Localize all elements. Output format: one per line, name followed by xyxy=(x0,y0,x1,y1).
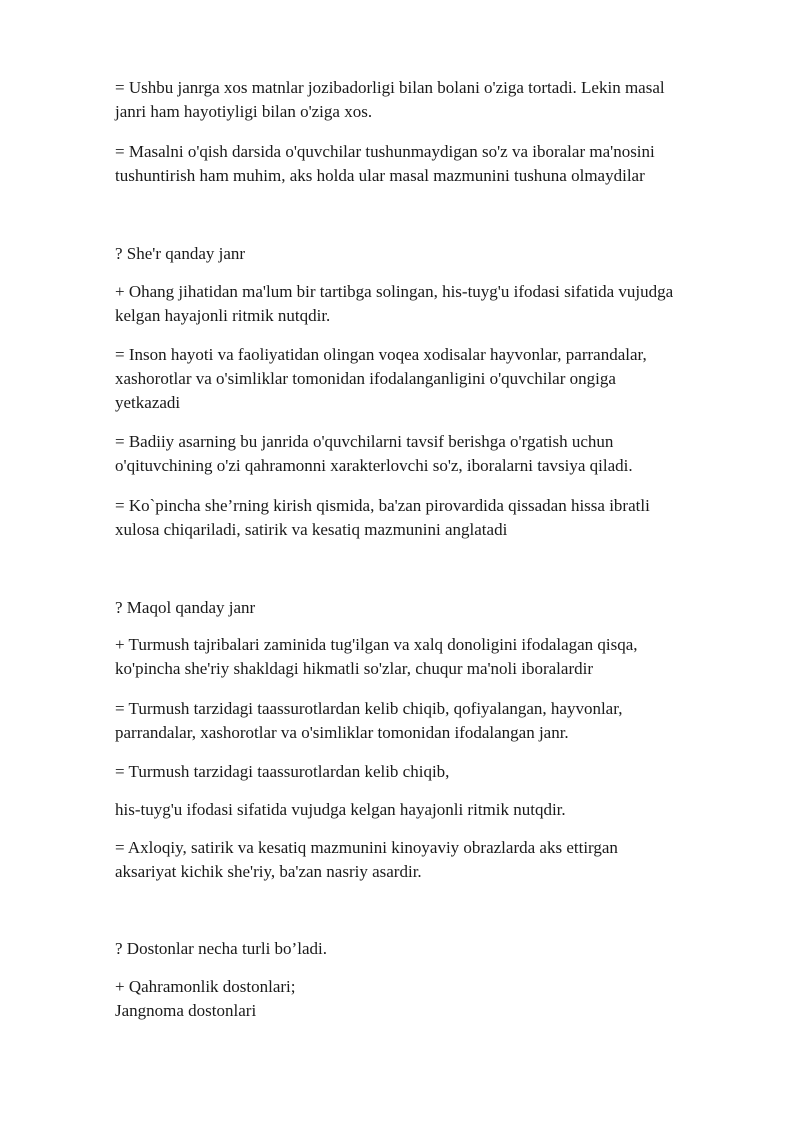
line: his-tuyg'u ifodasi sifatida vujudga kelgan hayajonli ritmik nutqdir. xyxy=(115,800,566,819)
answer-option-5 xyxy=(115,494,735,542)
line: yetkazadi xyxy=(115,393,181,412)
answer-option-2 xyxy=(115,140,735,188)
answer-option-4 xyxy=(115,430,735,478)
line: xashorotlar va o'simliklar tomonidan ifodalanganligini o'quvchilar ongiga xyxy=(115,369,616,388)
line: o'qituvchining o'zi qahramonni xarakterlovchi so'z, iboralarni tavsiya qiladi. xyxy=(115,456,633,475)
line: parrandalar, xashorotlar va o'simliklar tomonidan ifodalangan janr. xyxy=(115,723,569,742)
line: ko'pincha she'riy shakldagi hikmatli so'zlar, chuqur ma'noli iboralardir xyxy=(115,659,594,678)
line: ? She'r qanday janr xyxy=(115,244,246,263)
answer-option-6 xyxy=(115,697,735,745)
answer-correct-2 xyxy=(115,633,735,681)
answer-correct-3 xyxy=(115,975,735,1023)
answer-option-7-continuation xyxy=(115,798,735,822)
line: = Masalni o'qish darsida o'quvchilar tushunmaydigan so'z va iboralar ma'nosini xyxy=(115,142,655,161)
answer-correct-1 xyxy=(115,280,735,328)
question-1 xyxy=(115,242,735,266)
answer-option-7 xyxy=(115,760,735,784)
answer-option-3 xyxy=(115,343,735,415)
answer-option-1 xyxy=(115,76,735,124)
line: + Ohang jihatidan ma'lum bir tartibga solingan, his-tuyg'u ifodasi sifatida vujudga xyxy=(115,282,674,301)
line: ? Maqol qanday janr xyxy=(115,598,256,617)
line: xulosa chiqariladi, satirik va kesatiq mazmunini anglatadi xyxy=(115,520,508,539)
line: ? Dostonlar necha turli bo’ladi. xyxy=(115,939,327,958)
line: = Badiiy asarning bu janrida o'quvchilarni tavsif berishga o'rgatish uchun xyxy=(115,432,614,451)
line: = Turmush tarzidagi taassurotlardan kelib chiqib, qofiyalangan, hayvonlar, xyxy=(115,699,623,718)
line: Jangnoma dostonlari xyxy=(115,1001,257,1020)
line: = Ushbu janrga xos matnlar jozibadorligi bilan bolani o'ziga tortadi. Lekin masal xyxy=(115,78,665,97)
line: tushuntirish ham muhim, aks holda ular masal mazmunini tushuna olmaydilar xyxy=(115,166,645,185)
line: janri ham hayotiyligi bilan o'ziga xos. xyxy=(115,102,373,121)
answer-option-8 xyxy=(115,836,735,884)
line: = Turmush tarzidagi taassurotlardan kelib chiqib, xyxy=(115,762,450,781)
line: + Qahramonlik dostonlari; xyxy=(115,977,296,996)
line: = Axloqiy, satirik va kesatiq mazmunini kinoyaviy obrazlarda aks ettirgan xyxy=(115,838,618,857)
question-3 xyxy=(115,937,735,961)
line: = Ko`pincha she’rning kirish qismida, ba'zan pirovardida qissadan hissa ibratli xyxy=(115,496,650,515)
line: + Turmush tajribalari zaminida tug'ilgan va xalq donoligini ifodalagan qisqa, xyxy=(115,635,638,654)
question-2 xyxy=(115,596,735,620)
line: = Inson hayoti va faoliyatidan olingan voqea xodisalar hayvonlar, parrandalar, xyxy=(115,345,647,364)
line: kelgan hayajonli ritmik nutqdir. xyxy=(115,306,331,325)
line: aksariyat kichik she'riy, ba'zan nasriy asardir. xyxy=(115,862,422,881)
